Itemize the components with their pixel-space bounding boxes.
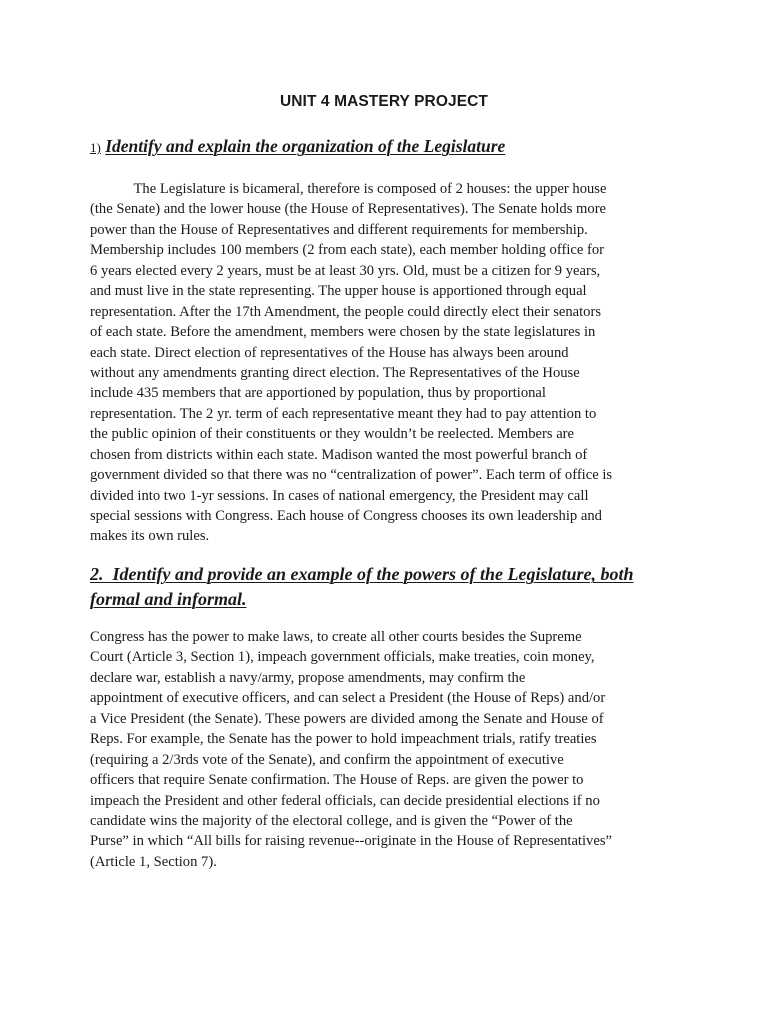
paragraph-line: the public opinion of their constituents or they wouldn’t be reelected. Members are bbox=[90, 426, 575, 443]
paragraph-line: without any amendments granting direct election. The Representatives of the House bbox=[90, 364, 580, 381]
paragraph-line: Court (Article 3, Section 1), impeach government officials, make treaties, coin money, bbox=[90, 649, 595, 666]
paragraph-line: special sessions with Congress. Each house of Congress chooses its own leadership and bbox=[90, 508, 602, 524]
section2-heading bbox=[90, 562, 633, 612]
paragraph-line: officers that require Senate confirmation. The House of Reps. are given the power to bbox=[90, 772, 584, 789]
section2-paragraph bbox=[90, 627, 690, 872]
paragraph-line: declare war, establish a navy/army, propose amendments, may confirm the bbox=[90, 669, 526, 686]
paragraph-line: appointment of executive officers, and can select a President (the House of Reps) and/or bbox=[90, 690, 606, 707]
paragraph-line: a Vice President (the Senate). These powers are divided among the Senate and House of bbox=[90, 710, 604, 727]
paragraph-line: Congress has the power to make laws, to create all other courts besides the Supreme bbox=[90, 629, 582, 645]
section2-heading-line: formal and informal. bbox=[90, 589, 247, 609]
paragraph-line: of each state. Before the amendment, members were chosen by the state legislatures in bbox=[90, 324, 596, 341]
paragraph-line: chosen from districts within each state. Madison wanted the most powerful branch of bbox=[90, 446, 588, 463]
paragraph-line: 6 years elected every 2 years, must be at least 30 yrs. Old, must be a citizen for 9 years, bbox=[90, 262, 601, 279]
page-title: UNIT 4 MASTERY PROJECT bbox=[279, 93, 489, 110]
paragraph-line: representation. After the 17th Amendment, the people could directly elect their senators bbox=[90, 303, 602, 320]
paragraph-line: Purse” in which “All bills for raising revenue--originate in the House of Representatives” bbox=[90, 833, 612, 850]
paragraph-line: (requiring a 2/3rds vote of the Senate), and confirm the appointment of executive bbox=[90, 751, 564, 768]
paragraph-line: government divided so that there was no “centralization of power”. Each term of office is bbox=[90, 467, 613, 484]
paragraph-line: (Article 1, Section 7). bbox=[90, 853, 217, 870]
section1-number: 1) bbox=[90, 140, 101, 155]
paragraph-line: Reps. For example, the Senate has the power to hold impeachment trials, ratify treaties bbox=[90, 731, 597, 748]
section1-paragraph bbox=[90, 179, 690, 547]
paragraph-line: power than the House of Representatives and different requirements for membership. bbox=[90, 221, 588, 238]
paragraph-line: each state. Direct election of representatives of the House has always been around bbox=[90, 344, 569, 361]
paragraph-line: include 435 members that are apportioned by population, thus by proportional bbox=[90, 385, 546, 402]
paragraph-line: and must live in the state representing. The upper house is apportioned through equal bbox=[90, 283, 587, 300]
paragraph-line: candidate wins the majority of the electoral college, and is given the “Power of the bbox=[90, 812, 573, 829]
paragraph-line: Membership includes 100 members (2 from each state), each member holding office for bbox=[90, 242, 604, 259]
section2-heading-line: 2. Identify and provide an example of the powers of the Legislature, both bbox=[90, 564, 634, 584]
paragraph-line: impeach the President and other federal officials, can decide presidential elections if no bbox=[90, 792, 600, 809]
section1-heading-text: Identify and explain the organization of the Legislature bbox=[105, 136, 506, 156]
paragraph-line: (the Senate) and the lower house (the House of Representatives). The Senate holds more bbox=[90, 201, 607, 218]
paragraph-line: representation. The 2 yr. term of each representative meant they had to pay attention to bbox=[90, 405, 597, 422]
paragraph-line: makes its own rules. bbox=[90, 528, 210, 545]
paragraph-line: divided into two 1-yr sessions. In cases of national emergency, the President may call bbox=[90, 487, 589, 504]
section1-heading bbox=[90, 136, 505, 157]
paragraph-line: The Legislature is bicameral, therefore is composed of 2 houses: the upper house bbox=[90, 181, 607, 197]
